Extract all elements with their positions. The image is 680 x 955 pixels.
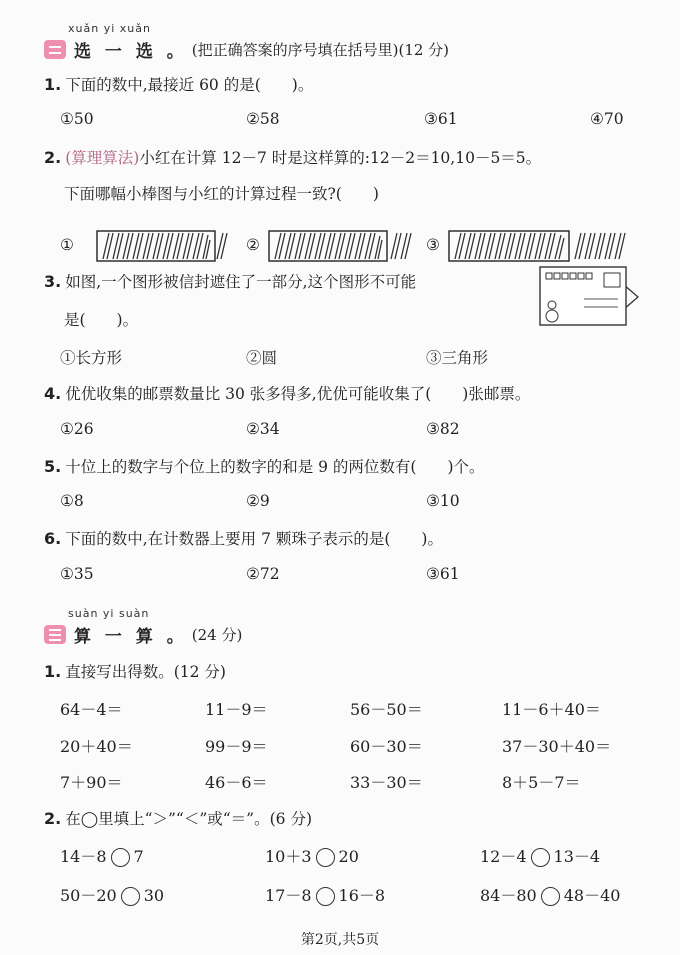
option-label: ① (60, 236, 74, 254)
question-2-6 (44, 527, 443, 549)
option[interactable]: ②圆 (246, 349, 278, 367)
equation[interactable]: 33－30＝ (350, 773, 423, 792)
question-number: 1. (44, 75, 62, 94)
option[interactable]: ②72 (246, 565, 280, 583)
option[interactable]: ①8 (60, 492, 84, 510)
question-text: 下面的数中,在计数器上要用 7 颗珠子表示的是( )。 (65, 530, 443, 548)
question-text: 十位上的数字与个位上的数字的和是 9 的两位数有( )个。 (65, 458, 485, 476)
section2-title: 选 一 选 。 (74, 42, 188, 62)
option[interactable] (60, 226, 229, 266)
section3-pinyin: suàn yi suàn (68, 607, 150, 620)
option[interactable] (246, 226, 415, 266)
compare-item[interactable] (60, 844, 144, 867)
question-2-1 (44, 73, 313, 95)
option[interactable]: ①长方形 (60, 349, 123, 367)
question-2-4 (44, 382, 530, 404)
sticks-bundle-icon (79, 226, 229, 266)
compare-item[interactable] (265, 844, 359, 867)
question-number: 2. (44, 809, 62, 828)
section2-pinyin: xuǎn yi xuǎn (68, 22, 151, 35)
question-text: 优优收集的邮票数量比 30 张多得多,优优可能收集了( )张邮票。 (65, 385, 531, 403)
section3-note: (24 分) (191, 626, 243, 644)
option[interactable]: ③61 (426, 565, 460, 583)
equation[interactable]: 64－4＝ (60, 700, 123, 719)
question-3-1 (44, 660, 226, 682)
question-number: 4. (44, 384, 62, 403)
section3-header (44, 622, 242, 647)
question-number: 3. (44, 272, 62, 291)
question-text: 下面的数中,最接近 60 的是( )。 (65, 76, 314, 94)
equation[interactable]: 99－9＝ (205, 737, 268, 756)
question-number: 2. (44, 148, 62, 167)
compare-right: 30 (143, 886, 165, 905)
equation[interactable]: 46－6＝ (205, 773, 268, 792)
compare-item[interactable] (480, 883, 620, 906)
option[interactable]: ③61 (424, 110, 458, 128)
equation[interactable]: 60－30＝ (350, 737, 423, 756)
section3-title: 算 一 算 。 (74, 627, 188, 647)
option[interactable]: ②58 (246, 110, 280, 128)
equation[interactable]: 8＋5－7＝ (502, 773, 581, 792)
compare-item[interactable] (480, 844, 600, 867)
section3-number-badge (44, 625, 66, 644)
compare-right: 48－40 (563, 886, 621, 905)
compare-item[interactable] (265, 883, 385, 906)
question-2-5 (44, 455, 485, 477)
question-text-line2: 下面哪幅小棒图与小红的计算过程一致?( ) (64, 185, 379, 203)
compare-left: 12－4 (480, 847, 527, 866)
option[interactable]: ④70 (590, 110, 624, 128)
compare-left: 14－8 (60, 847, 107, 866)
option[interactable]: ①50 (60, 110, 94, 128)
question-2-3 (44, 270, 416, 292)
option[interactable]: ③三角形 (426, 349, 489, 367)
option[interactable]: ①26 (60, 420, 94, 438)
option[interactable]: ①35 (60, 565, 94, 583)
sticks-bundle-icon (265, 226, 415, 266)
answer-circle-icon[interactable] (541, 887, 560, 906)
question-text-line2: 是( )。 (64, 311, 139, 329)
compare-item[interactable] (60, 883, 164, 906)
section2-header (44, 37, 449, 62)
answer-circle-icon[interactable] (316, 887, 335, 906)
question-3-2 (44, 807, 312, 829)
answer-circle-icon[interactable] (121, 887, 140, 906)
option[interactable]: ②9 (246, 492, 270, 510)
option[interactable]: ③10 (426, 492, 460, 510)
question-text: 小红在计算 12－7 时是这样算的:12－2＝10,10－5＝5。 (139, 149, 542, 167)
section2-note: (把正确答案的序号填在括号里)(12 分) (191, 41, 450, 59)
option[interactable]: ②34 (246, 420, 280, 438)
answer-circle-icon[interactable] (111, 848, 130, 867)
equation[interactable]: 56－50＝ (350, 700, 423, 719)
answer-circle-icon[interactable] (316, 848, 335, 867)
sticks-bundle-icon (445, 226, 635, 266)
compare-left: 50－20 (60, 886, 117, 905)
option-label: ② (246, 236, 260, 254)
page-footer: 第2页,共5页 (300, 932, 380, 948)
compare-right: 20 (338, 847, 359, 866)
compare-left: 84－80 (480, 886, 537, 905)
envelope-figure-icon (538, 265, 642, 329)
equation[interactable]: 7＋90＝ (60, 773, 123, 792)
question-tag: (算理算法) (65, 149, 140, 167)
question-number: 1. (44, 662, 62, 681)
compare-left: 17－8 (265, 886, 312, 905)
equation[interactable]: 11－9＝ (205, 700, 268, 719)
compare-right: 16－8 (338, 886, 386, 905)
section2-number-badge (44, 40, 66, 59)
question-2-2 (44, 146, 541, 168)
equation[interactable]: 11－6＋40＝ (502, 700, 601, 719)
option-label: ③ (426, 236, 440, 254)
option[interactable]: ③82 (426, 420, 460, 438)
compare-right: 13－4 (553, 847, 601, 866)
equation[interactable]: 20＋40＝ (60, 737, 133, 756)
question-number: 5. (44, 457, 62, 476)
compare-left: 10＋3 (265, 847, 312, 866)
question-text: 直接写出得数。(12 分) (65, 663, 226, 681)
answer-circle-icon[interactable] (531, 848, 550, 867)
equation[interactable]: 37－30＋40＝ (502, 737, 612, 756)
compare-right: 7 (133, 847, 144, 866)
option[interactable] (426, 226, 635, 266)
question-text: 在◯里填上“＞”“＜”或“＝”。(6 分) (65, 810, 312, 828)
question-text: 如图,一个图形被信封遮住了一部分,这个图形不可能 (65, 273, 417, 291)
question-number: 6. (44, 529, 62, 548)
